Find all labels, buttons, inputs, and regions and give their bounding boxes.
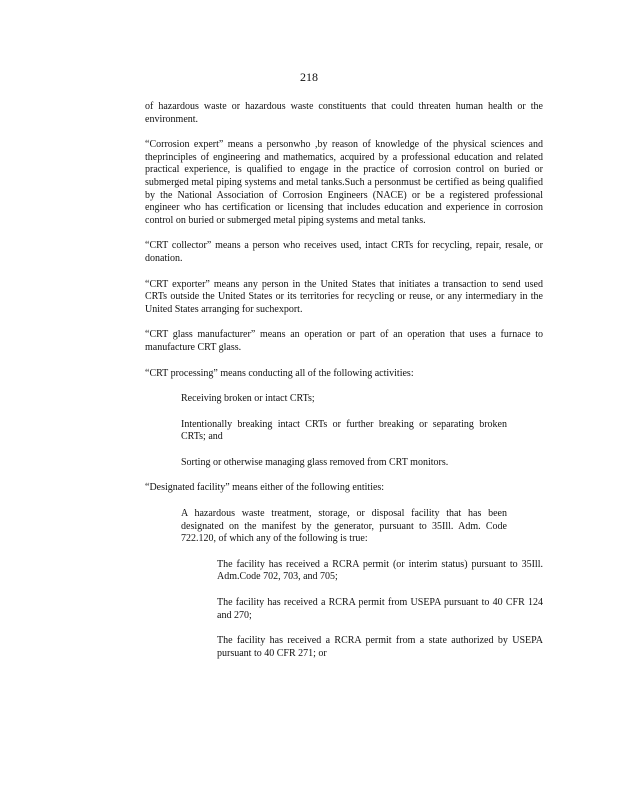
- definition-crt-processing: “CRT processing” means conducting all of the following activities:: [145, 367, 414, 379]
- definition-designated-facility: “Designated facility” means either of the following entities:: [145, 482, 385, 494]
- definition-crt-glass-manufacturer: “CRT glass manufacturer” means an operation or part of an operation that uses a furnace to manufacture CRT glass.: [145, 329, 543, 353]
- document-body: [145, 101, 543, 673]
- designated-facility-subitem-ill-permit: The facility has received a RCRA permit (or interim status) pursuant to 35Ill. Adm.Code 702, 703, and 705;: [217, 558, 543, 583]
- definition-corrosion-expert: “Corrosion expert” means a personwho ,by reason of knowledge of the physical sciences and theprinciples of engineering and mathematics, acquired by a professional education and related practical experience, is qualified to engage in the practice of corrosion control on buried or submerged metal piping systems and metal tanks.Such a personmust be certified as being qualified by the National Association of Corrosion Engineers (NACE) or be a registered professional engineer who has certification or licensing that includes education and experience in corrosion control on buried or submerged metal piping systems and metal tanks.: [145, 139, 543, 226]
- crt-processing-item-breaking: Intentionally breaking intact CRTs or further breaking or separating broken CRTs; and: [181, 418, 507, 443]
- designated-facility-subitem-state-permit: The facility has received a RCRA permit from a state authorized by USEPA pursuant to 40 CFR 271; or: [217, 635, 543, 659]
- definition-crt-collector: “CRT collector” means a person who receives used, intact CRTs for recycling, repair, resale, or donation.: [145, 240, 543, 264]
- crt-processing-item-sorting: Sorting or otherwise managing glass removed from CRT monitors.: [181, 456, 449, 468]
- paragraph-hazardous-continuation: of hazardous waste or hazardous waste constituents that could threaten human health or the environment.: [145, 101, 543, 125]
- page-number: 218: [300, 70, 318, 84]
- definition-crt-exporter: “CRT exporter” means any person in the United States that initiates a transaction to send used CRTs outside the United States or its territories for recycling or reuse, or any intermediary in the United States arranging for suchexport.: [145, 278, 543, 315]
- designated-facility-item-tsd: A hazardous waste treatment, storage, or disposal facility that has been designated on the manifest by the generator, pursuant to 35Ill. Adm. Code 722.120, of which any of the following is true:: [181, 508, 507, 545]
- crt-processing-item-receiving: Receiving broken or intact CRTs;: [181, 393, 315, 405]
- designated-facility-subitem-usepa-permit: The facility has received a RCRA permit from USEPA pursuant to 40 CFR 124 and 270;: [217, 597, 543, 621]
